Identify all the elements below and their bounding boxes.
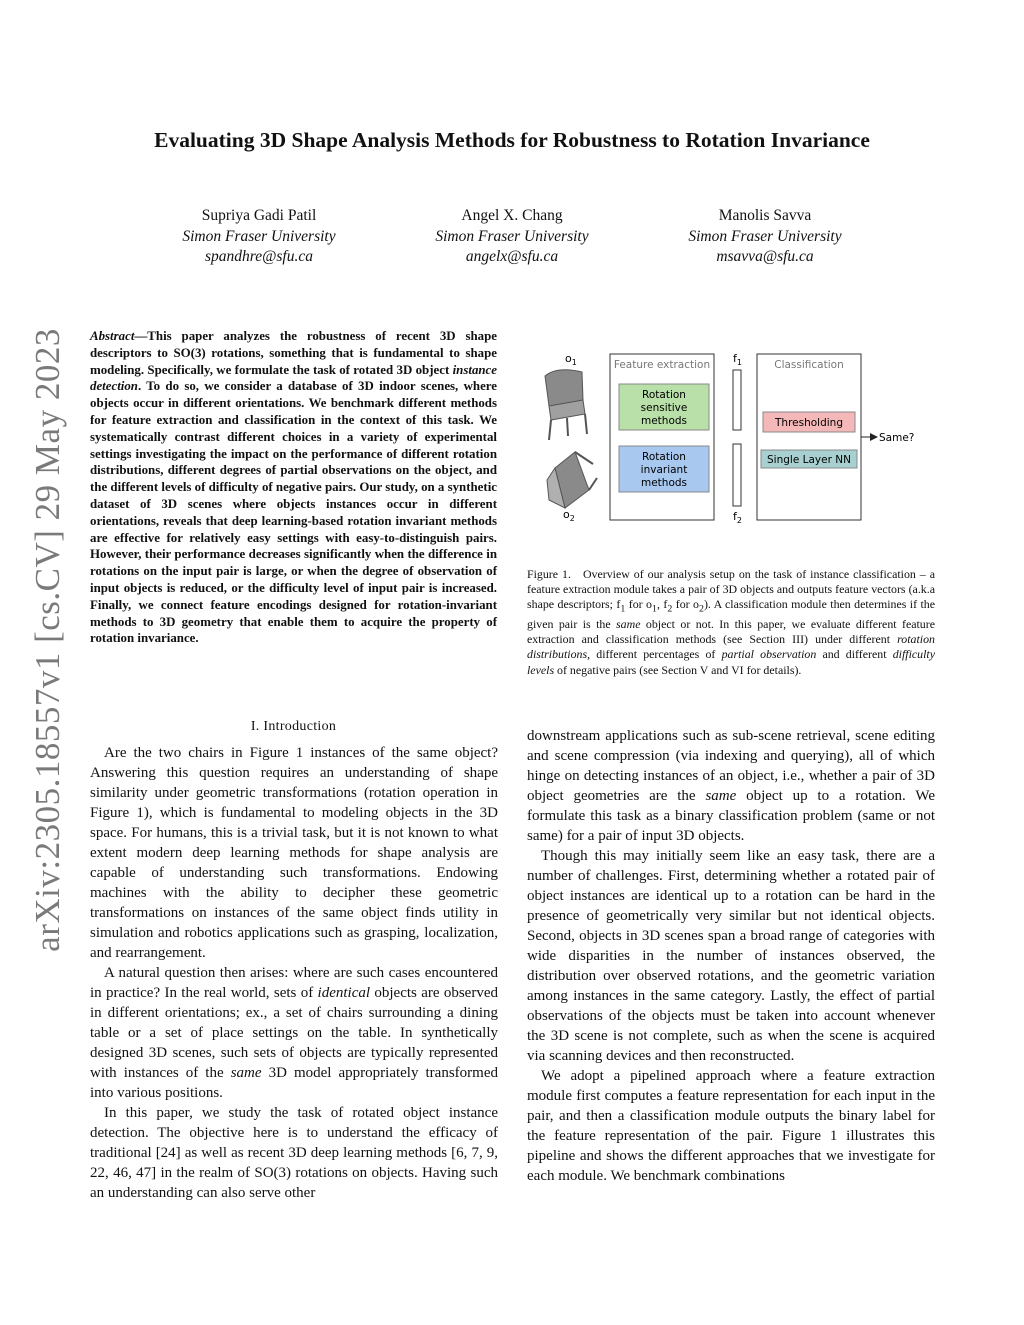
paragraph: downstream applications such as sub-scene retrieval, scene editing and scene compression (via indexing and querying), all of which hinge on detecting instances of an object, i.e., whether a pair of 3D object geometries are the same object up to a rotation. We formulate this task as a binary classification problem (same or not same) for a pair of input 3D objects. xyxy=(527,728,935,844)
author-name: Supriya Gadi Patil xyxy=(201,207,317,224)
label-o2: $o_2$ xyxy=(563,508,575,523)
author-email: angelx@sfu.ca xyxy=(465,248,559,265)
feature-extraction-box xyxy=(610,354,714,520)
feature-vector-f1 xyxy=(733,370,741,430)
rotation-sensitive-label: Rotation sensitive methods xyxy=(640,389,688,427)
author-affiliation: Simon Fraser University xyxy=(688,227,842,245)
feature-extraction-label: Feature extraction xyxy=(613,359,711,371)
classification-box xyxy=(757,354,861,520)
paragraph: Are the two chairs in Figure 1 instances of the same object? Answering this question requires an understanding of shape similarity under geometric transformations (rotation operation in Figure 1), which is fundamental to modeling objects in the 3D space. For humans, this is a trivial task, but it is not known to what extent modern deep learning methods for shape analysis are capable of understanding such transformations. Endowing machines with the ability to decipher these geometric transformations on instances of the same object finds utility in simulation and robotics applications such as grasping, localization, and rearrangement. xyxy=(90,745,498,961)
arxiv-identifier: arXiv:2305.18557v1 [cs.CV] 29 May 2023 xyxy=(28,328,67,952)
classification-label: Classification xyxy=(774,359,844,371)
label-o1: $o_1$ xyxy=(565,352,577,367)
abstract-label: Abstract xyxy=(90,329,135,343)
abstract-emphasis: instance detection xyxy=(90,362,497,394)
chair-object-1 xyxy=(545,370,587,440)
author-affiliation: Simon Fraser University xyxy=(182,227,336,245)
author-email: spandhre@sfu.ca xyxy=(205,248,313,265)
paragraph: We adopt a pipelined approach where a feature extraction module first computes a feature representation for each input in the pair, and then a classification module outputs the binary label for the feature representation of the pair. Figure 1 illustrates this pipeline and shows the different approaches that we investigate for each module. We benchmark combinations xyxy=(527,1068,935,1184)
author-email: msavva@sfu.ca xyxy=(716,248,814,265)
author-block-3 xyxy=(635,206,895,268)
author-affiliation: Simon Fraser University xyxy=(435,227,589,245)
label-f1: $f_1$ xyxy=(733,352,742,367)
author-name: Manolis Savva xyxy=(718,207,812,224)
abstract-text: —This paper analyzes the robustness of recent 3D shape descriptors to SO(3) rotations, something that is fundamental to shape modeling. Specifically, we formulate the task of rotated 3D object xyxy=(90,329,497,377)
abstract-text: . To do so, we consider a database of 3D indoor scenes, where objects occur in different orientations. We benchmark different methods for feature extraction and classification in the context of this task. We systematically contrast different choices in a variety of experimental settings investigating the impact on the performance of different rotation distributions, different degrees of partial observations on the object, and the different levels of difficulty of negative pairs. Our study, on a synthetic dataset of 3D scenes where objects instances occur in different orientations, reveals that deep learning-based rotation invariant methods are effective for relatively easy settings with easy-to-distinguish pairs. However, their performance decreases significantly when the difference in rotations on the input pair is large, or when the degree of observation of input objects is reduced, or the difficulty level of input pair is increased. Finally, we connect feature encodings designed for rotation-invariant methods to 3D geometry that enable them to acquire the property of rotation invariance. xyxy=(90,379,497,646)
intro-right-column xyxy=(527,726,935,1186)
thresholding-label: Thresholding xyxy=(775,417,843,429)
label-f2: $f_2$ xyxy=(733,510,742,525)
paragraph: A natural question then arises: where are such cases encountered in practice? In the real world, sets of identical objects are observed in different orientations; ex., a set of chairs surrounding a dining table or a set of place settings on the table. In synthetically designed 3D scenes, such sets of objects are typically represented with instances of the same 3D model appropriately transformed into various positions. xyxy=(90,965,498,1101)
caption-label: Figure 1. xyxy=(527,567,571,581)
pipeline-diagram xyxy=(527,340,935,540)
intro-left-column xyxy=(90,743,498,1203)
chair-object-2 xyxy=(547,452,597,508)
rotation-invariant-label: Rotation invariant methods xyxy=(640,451,688,489)
abstract xyxy=(90,328,497,647)
figure-1-diagram xyxy=(527,340,935,540)
author-block-1 xyxy=(129,206,389,268)
single-layer-nn-label: Single Layer NN xyxy=(767,454,851,466)
feature-vector-f2 xyxy=(733,444,741,506)
paragraph: Though this may initially seem like an easy task, there are a number of challenges. First, determining whether a rotated pair of object instances are identical up to a rotation can be hard in the presence of geometrically very similar but not identical objects. Second, objects in 3D scenes span a broad range of categories with wide disparities in the number of instances observed, the distribution over observed rotations, and the geometric variation among instances in the same category. Lastly, the effect of partial observations of the objects must be taken into account whenever the 3D scene is not complete, such as when the scene is acquired via scanning devices and then reconstructed. xyxy=(527,848,935,1064)
author-block-2 xyxy=(382,206,642,268)
paragraph: In this paper, we study the task of rotated object instance detection. The objective here is to understand the efficacy of traditional [24] as well as recent 3D deep learning methods [6, 7, 9, 22, 46, 47] in the realm of SO(3) rotations on objects. Having such an understanding can also serve other xyxy=(90,1105,498,1201)
figure-1-caption: Figure 1. Overview of our analysis setup on the task of instance classification – a feature extraction module takes a pair of 3D objects and outputs feature vectors (a.k.a shape descriptors; $f_1$ for $o_1$, $f_2$ for $o_2$). A classification module then determines if the given pair is the same object or not. In this paper, we evaluate different feature extraction and classification methods (see Section III) under different rotation distributions, different percentages of partial observation and different difficulty levels of negative pairs (see Section V and VI for details). xyxy=(527,567,936,677)
section-heading-introduction: I. Introduction xyxy=(250,719,337,734)
author-name: Angel X. Chang xyxy=(461,207,563,224)
paper-title: Evaluating 3D Shape Analysis Methods for Robustness to Rotation Invariance xyxy=(154,128,870,152)
output-label: Same? xyxy=(879,432,915,444)
